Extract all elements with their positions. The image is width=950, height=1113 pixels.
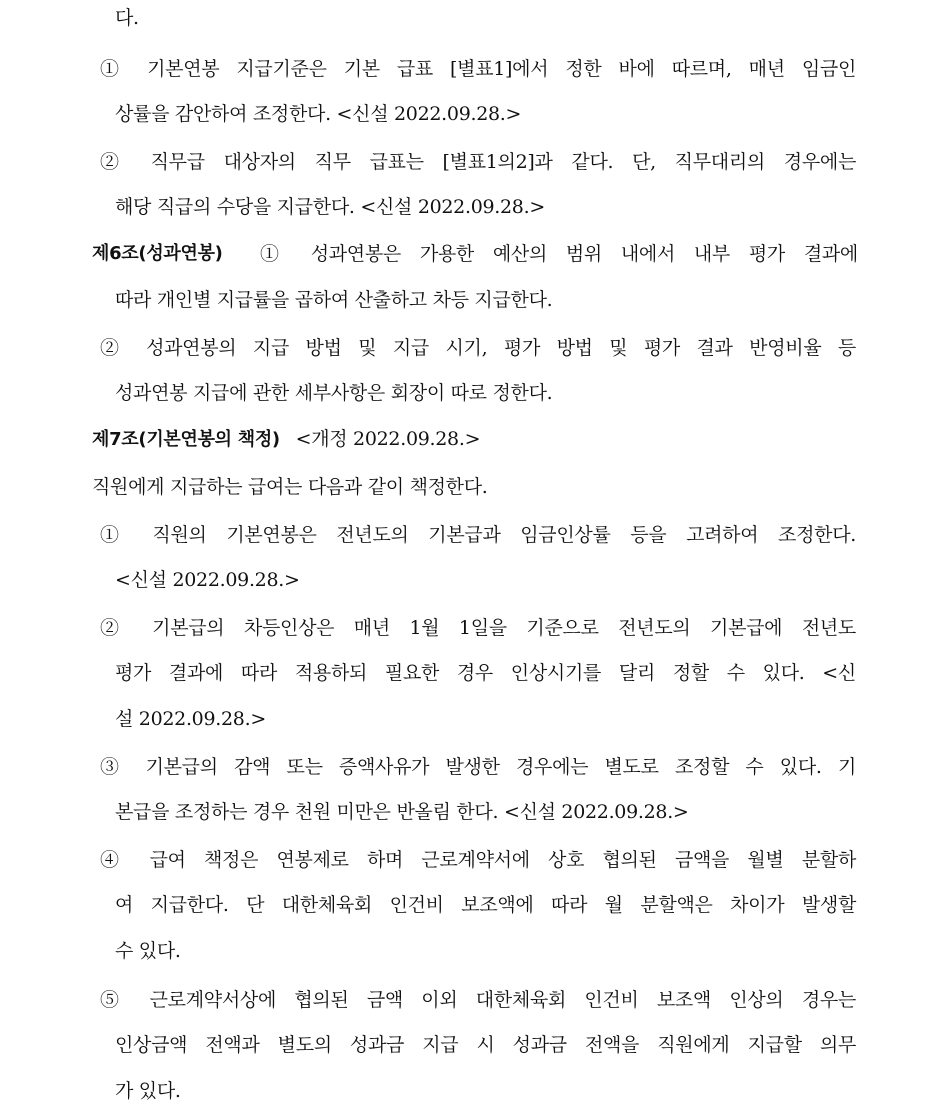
text-line: 따라 개인별 지급률을 곱하여 산출하고 차등 지급한다. xyxy=(115,289,553,311)
text-line: 여 지급한다. 단 대한체육회 인건비 보조액에 따라 월 분할액은 차이가 발생할 xyxy=(115,894,856,916)
text-line: 평가 결과에 따라 적용하되 필요한 경우 인상시기를 달리 정할 수 있다. <신 xyxy=(115,662,856,684)
text-line: <신설 2022.09.28.> xyxy=(115,569,300,591)
text-line: ④ 급여 책정은 연봉제로 하며 근로계약서에 상호 협의된 금액을 월별 분할하 xyxy=(100,849,856,871)
text-line: ① 직원의 기본연봉은 전년도의 기본급과 임금인상률 등을 고려하여 조정한다. xyxy=(100,524,856,546)
text-line: ① 성과연봉은 가용한 예산의 범위 내에서 내부 평가 결과에 xyxy=(260,243,858,265)
text-line: 설 2022.09.28.> xyxy=(115,708,266,730)
text-line: 상률을 감안하여 조정한다. <신설 2022.09.28.> xyxy=(115,103,522,125)
article-7-title: 제7조(기본연봉의 책정) xyxy=(92,429,280,450)
text-line: 인상금액 전액과 별도의 성과금 지급 시 성과금 전액을 직원에게 지급할 의무 xyxy=(115,1034,856,1056)
text-line: 수 있다. xyxy=(115,940,181,962)
text-line: ② 성과연봉의 지급 방법 및 지급 시기, 평가 방법 및 평가 결과 반영비율 등 xyxy=(100,337,856,359)
text-line: ③ 기본급의 감액 또는 증액사유가 발생한 경우에는 별도로 조정할 수 있다. 기 xyxy=(100,756,856,778)
amendment-note: <개정 2022.09.28.> xyxy=(295,428,481,450)
article-6-title: 제6조(성과연봉) xyxy=(92,243,223,264)
text-line: 다. xyxy=(115,7,139,29)
article-7-line xyxy=(92,426,480,453)
text-line: 해당 직급의 수당을 지급한다. <신설 2022.09.28.> xyxy=(115,196,545,218)
text-line: 본급을 조정하는 경우 천원 미만은 반올림 한다. <신설 2022.09.28.> xyxy=(115,801,689,823)
article-6-line xyxy=(92,241,858,267)
text-line: ① 기본연봉 지급기준은 기본 급표 [별표1]에서 정한 바에 따르며, 매년 임금인 xyxy=(100,58,856,80)
text-line: 직원에게 지급하는 급여는 다음과 같이 책정한다. xyxy=(92,476,488,498)
text-line: ② 직무급 대상자의 직무 급표는 [별표1의2]과 같다. 단, 직무대리의 경우에는 xyxy=(100,151,856,173)
text-line: 성과연봉 지급에 관한 세부사항은 회장이 따로 정한다. xyxy=(115,382,553,404)
text-line: ⑤ 근로계약서상에 협의된 금액 이외 대한체육회 인건비 보조액 인상의 경우는 xyxy=(100,989,856,1011)
text-line: ② 기본급의 차등인상은 매년 1월 1일을 기준으로 전년도의 기본급에 전년도 xyxy=(100,617,856,639)
text-line: 가 있다. xyxy=(115,1080,181,1102)
